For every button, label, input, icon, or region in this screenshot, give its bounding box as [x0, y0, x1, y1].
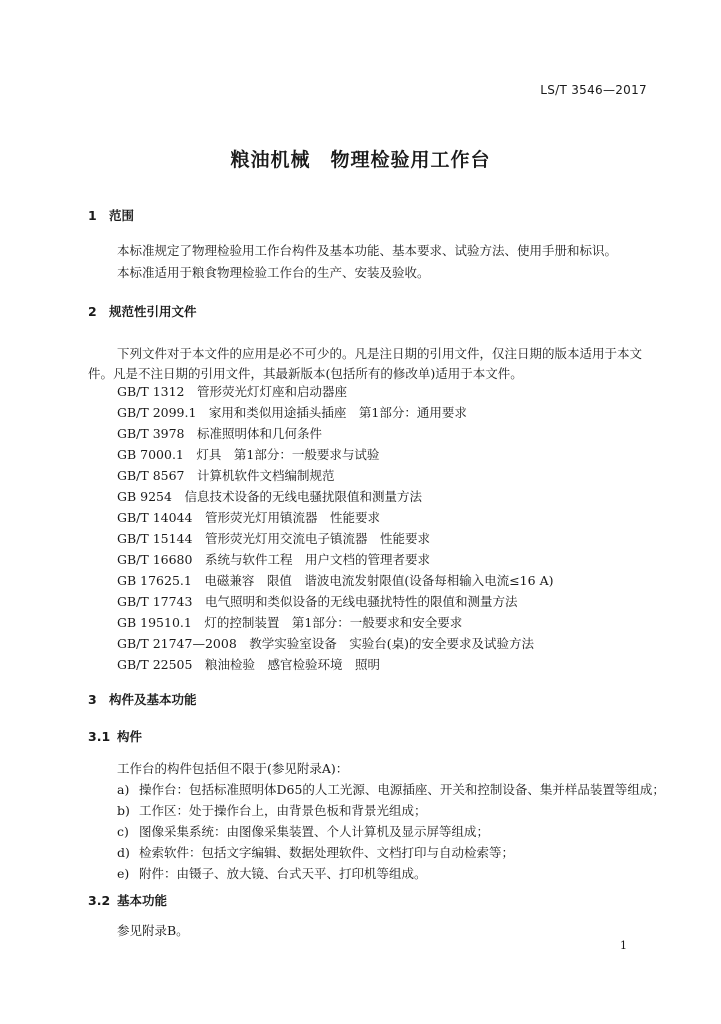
page-number: 1	[620, 939, 627, 952]
reference-item: GB/T 2099.1 家用和类似用途插头插座 第1部分：通用要求	[117, 405, 467, 420]
reference-item: GB/T 21747—2008 教学实验室设备 实验台(桌)的安全要求及试验方法	[117, 636, 535, 651]
section-title: 范围	[109, 208, 135, 223]
list-marker: e)	[117, 866, 130, 881]
reference-item: GB/T 1312 管形荧光灯灯座和启动器座	[117, 384, 348, 399]
list-text: 工作区：处于操作台上，由背景色板和背景光组成；	[139, 803, 427, 818]
reference-item: GB 19510.1 灯的控制装置 第1部分：一般要求和安全要求	[117, 615, 463, 630]
list-item	[117, 822, 489, 840]
reference-item: GB 17625.1 电磁兼容 限值 谐波电流发射限值(设备每相输入电流≤16 A)	[117, 573, 554, 588]
section-number: 3	[88, 692, 97, 707]
list-item	[117, 864, 427, 882]
section-number: 2	[88, 304, 97, 319]
list-item	[117, 801, 427, 819]
reference-item: GB 9254 信息技术设备的无线电骚扰限值和测量方法	[117, 489, 422, 504]
list-marker: b)	[117, 803, 130, 818]
paragraph: 工作台的构件包括但不限于(参见附录A)：	[117, 761, 349, 776]
reference-item: GB/T 16680 系统与软件工程 用户文档的管理者要求	[117, 552, 430, 567]
reference-item: GB/T 17743 电气照明和类似设备的无线电骚扰特性的限值和测量方法	[117, 594, 518, 609]
reference-item: GB/T 14044 管形荧光灯用镇流器 性能要求	[117, 510, 380, 525]
reference-item: GB/T 15144 管形荧光灯用交流电子镇流器 性能要求	[117, 531, 430, 546]
section-3-heading	[88, 690, 197, 708]
list-text: 图像采集系统：由图像采集装置、个人计算机及显示屏等组成；	[139, 824, 490, 839]
document-title: 粮油机械 物理检验用工作台	[230, 149, 491, 171]
list-text: 操作台：包括标准照明体D65的人工光源、电源插座、开关和控制设备、集并样品装置等组成；	[139, 782, 665, 797]
list-item	[117, 843, 514, 861]
reference-item: GB/T 22505 粮油检验 感官检验环境 照明	[117, 657, 380, 672]
paragraph: 本标准规定了物理检验用工作台构件及基本功能、基本要求、试验方法、使用手册和标识。	[117, 243, 618, 258]
subsection-3-1-heading	[88, 727, 142, 745]
list-text: 检索软件：包括文字编辑、数据处理软件、文档打印与自动检索等；	[139, 845, 515, 860]
list-marker: c)	[117, 824, 129, 839]
reference-item: GB/T 8567 计算机软件文档编制规范	[117, 468, 335, 483]
section-number: 1	[88, 208, 97, 223]
reference-item: GB 7000.1 灯具 第1部分：一般要求与试验	[117, 447, 380, 462]
section-title: 规范性引用文件	[109, 304, 197, 319]
section-2-heading	[88, 302, 197, 320]
section-title: 构件及基本功能	[109, 692, 197, 707]
subsection-title: 基本功能	[117, 893, 168, 908]
subsection-number: 3.2	[88, 893, 111, 908]
paragraph: 本标准适用于粮食物理检验工作台的生产、安装及验收。	[117, 265, 430, 280]
section-1-heading	[88, 206, 134, 224]
subsection-title: 构件	[117, 729, 143, 744]
list-marker: a)	[117, 782, 130, 797]
list-item	[117, 780, 665, 798]
paragraph: 参见附录B。	[117, 923, 189, 938]
subsection-3-2-heading	[88, 891, 167, 909]
paragraph: 下列文件对于本文件的应用是必不可少的。凡是注日期的引用文件，仅注日期的版本适用于本文件。凡是不注日期的引用文件，其最新版本(包括所有的修改单)适用于本文件。	[88, 346, 643, 381]
list-marker: d)	[117, 845, 130, 860]
standard-number: LS/T 3546—2017	[540, 83, 647, 97]
list-text: 附件：由镊子、放大镜、台式天平、打印机等组成。	[139, 866, 427, 881]
subsection-number: 3.1	[88, 729, 111, 744]
reference-item: GB/T 3978 标准照明体和几何条件	[117, 426, 323, 441]
